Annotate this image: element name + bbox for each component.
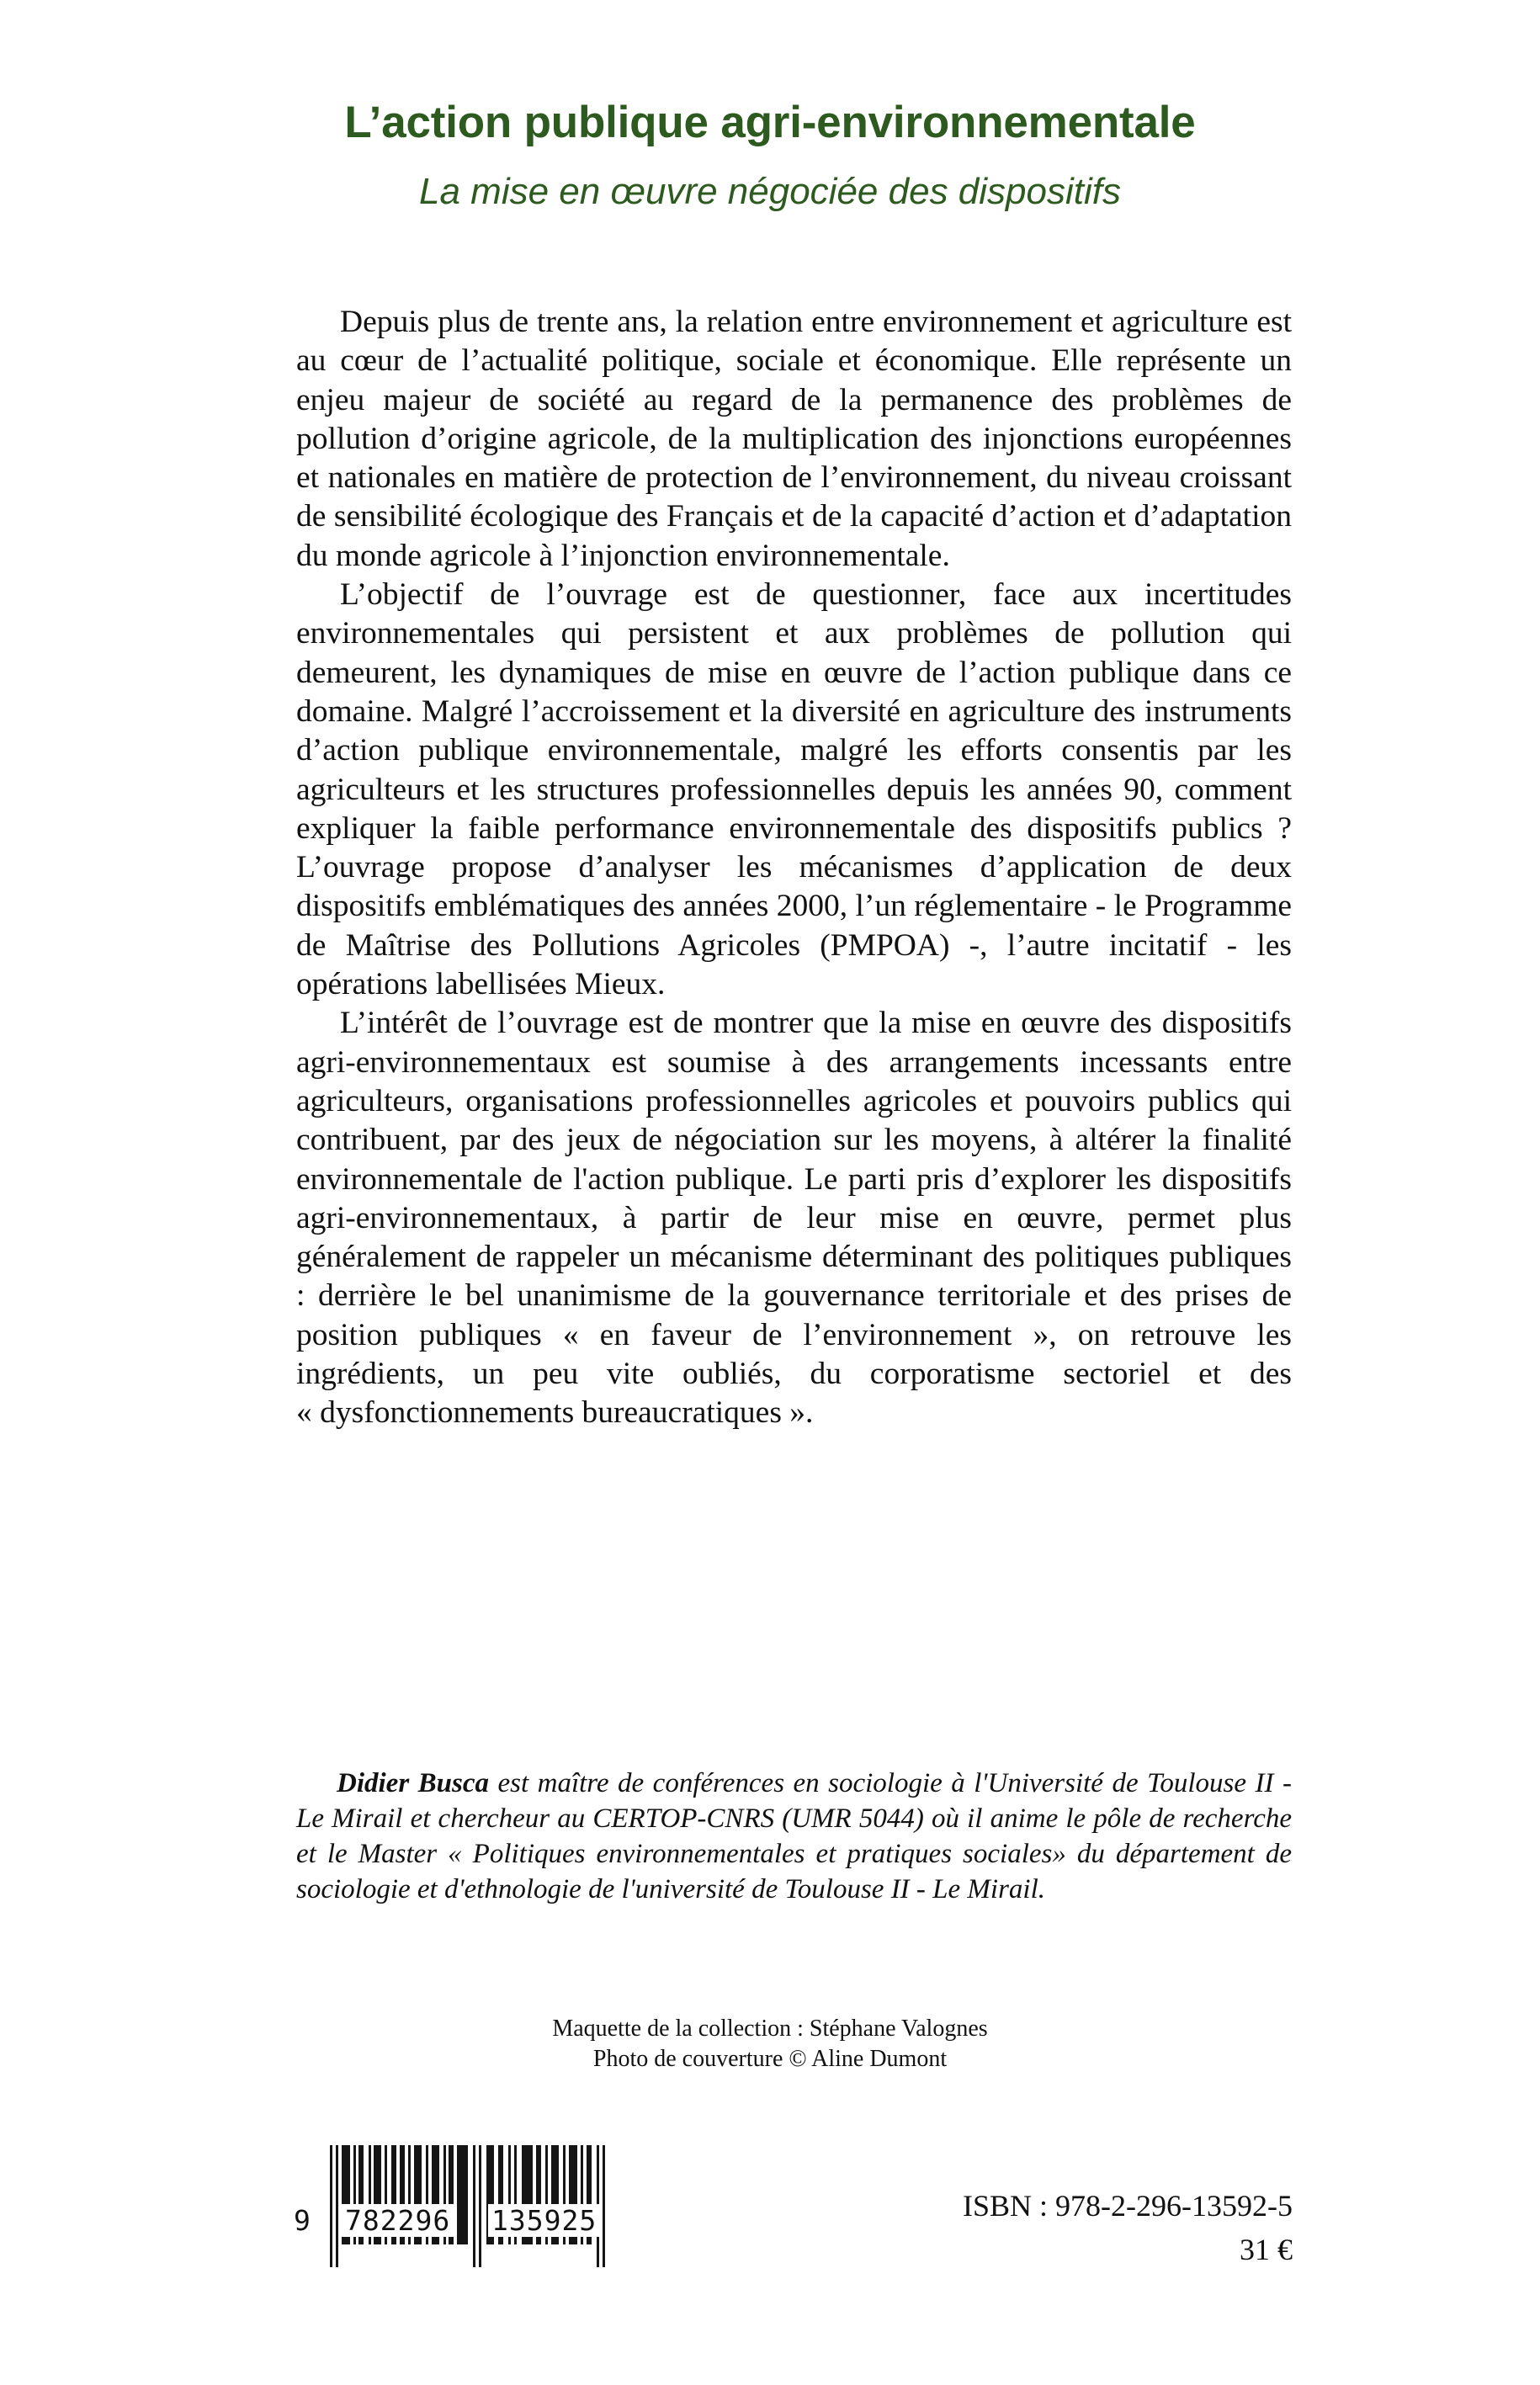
barcode-right-group: 135925 [488, 2204, 600, 2237]
barcode [294, 2142, 629, 2237]
layout-credit-line: Maquette de la collection : Stéphane Valognes [552, 2016, 988, 2042]
price-text: 31 € [1240, 2233, 1293, 2266]
author-name: Didier Busca [337, 1768, 489, 1798]
isbn-price-block [963, 2184, 1293, 2271]
isbn-text: ISBN : 978-2-296-13592-5 [963, 2189, 1293, 2223]
credits-block [0, 2014, 1540, 2074]
barcode-left-group: 782296 [342, 2204, 454, 2237]
blurb-text-block [296, 303, 1292, 1433]
book-subtitle: La mise en œuvre négociée des dispositifs [419, 171, 1121, 213]
author-bio-text: est maître de conférences en sociologie à l'Université de Toulouse II - Le Mirail et chercheur au CERTOP-CNRS (UMR 5044) où il anime le pôle de recherche et le Master « Politiques environnementales et pratiques sociales» du département de sociologie et d'ethnologie de l'université de Toulouse II - Le Mirail. [296, 1768, 1292, 1904]
author-bio-block [296, 1766, 1292, 1907]
blurb-paragraph-1: Depuis plus de trente ans, la relation entre environnement et agriculture est au cœur de l’actualité politique, sociale et économique. Elle représente un enjeu majeur de société au regard de la permanence des problèmes de pollution d’origine agricole, de la multiplication des injonctions européennes et nationales en matière de protection de l’environnement, du niveau croissant de sensibilité écologique des Français et de la capacité d’action et d’adaptation du monde agricole à l’injonction environnementale. [296, 305, 1292, 573]
photo-credit-line: Photo de couverture © Aline Dumont [592, 2046, 948, 2072]
barcode-lead-digit: 9 [291, 2204, 314, 2237]
book-title: L’action publique agri-environnementale [344, 98, 1196, 147]
author-bio-paragraph [296, 1766, 1292, 1907]
title-block [0, 99, 1540, 213]
blurb-paragraph-3: L’intérêt de l’ouvrage est de montrer que la mise en œuvre des dispositifs agri-environnementaux est soumise à des arrangements incessants entre agriculteurs, organisations professionnelles agricoles et pouvoirs publics qui contribuent, par des jeux de négociation sur les moyens, à altérer la finalité environnementale de l'action publique. Le parti pris d’explorer les dispositifs agri-environnementaux, à partir de leur mise en œuvre, permet plus généralement de rappeler un mécanisme déterminant des politiques publiques : derrière le bel unanimisme de la gouvernance territoriale et des prises de position publiques « en faveur de l’environnement », on retrouve les ingrédients, un peu vite oubliés, du corporatisme sectoriel et des « dysfonctionnements bureaucratiques ». [296, 1006, 1292, 1431]
bottom-bar [0, 2142, 1540, 2335]
blurb-paragraph-2: L’objectif de l’ouvrage est de questionner, face aux incertitudes environnementales qui persistent et aux problèmes de pollution qui demeurent, les dynamiques de mise en œuvre de l’action publique dans ce domaine. Malgré l’accroissement et la diversité en agriculture des instruments d’action publique environnementale, malgré les efforts consentis par les agriculteurs et les structures professionnelles depuis les années 90, comment expliquer la faible performance environnementale des dispositifs publics ? L’ouvrage propose d’analyser les mécanismes d’application de deux dispositifs emblématiques des années 2000, l’un réglementaire - le Programme de Maîtrise des Pollutions Agricoles (PMPOA) -, l’autre incitatif - les opérations labellisées Mieux. [296, 577, 1293, 1002]
